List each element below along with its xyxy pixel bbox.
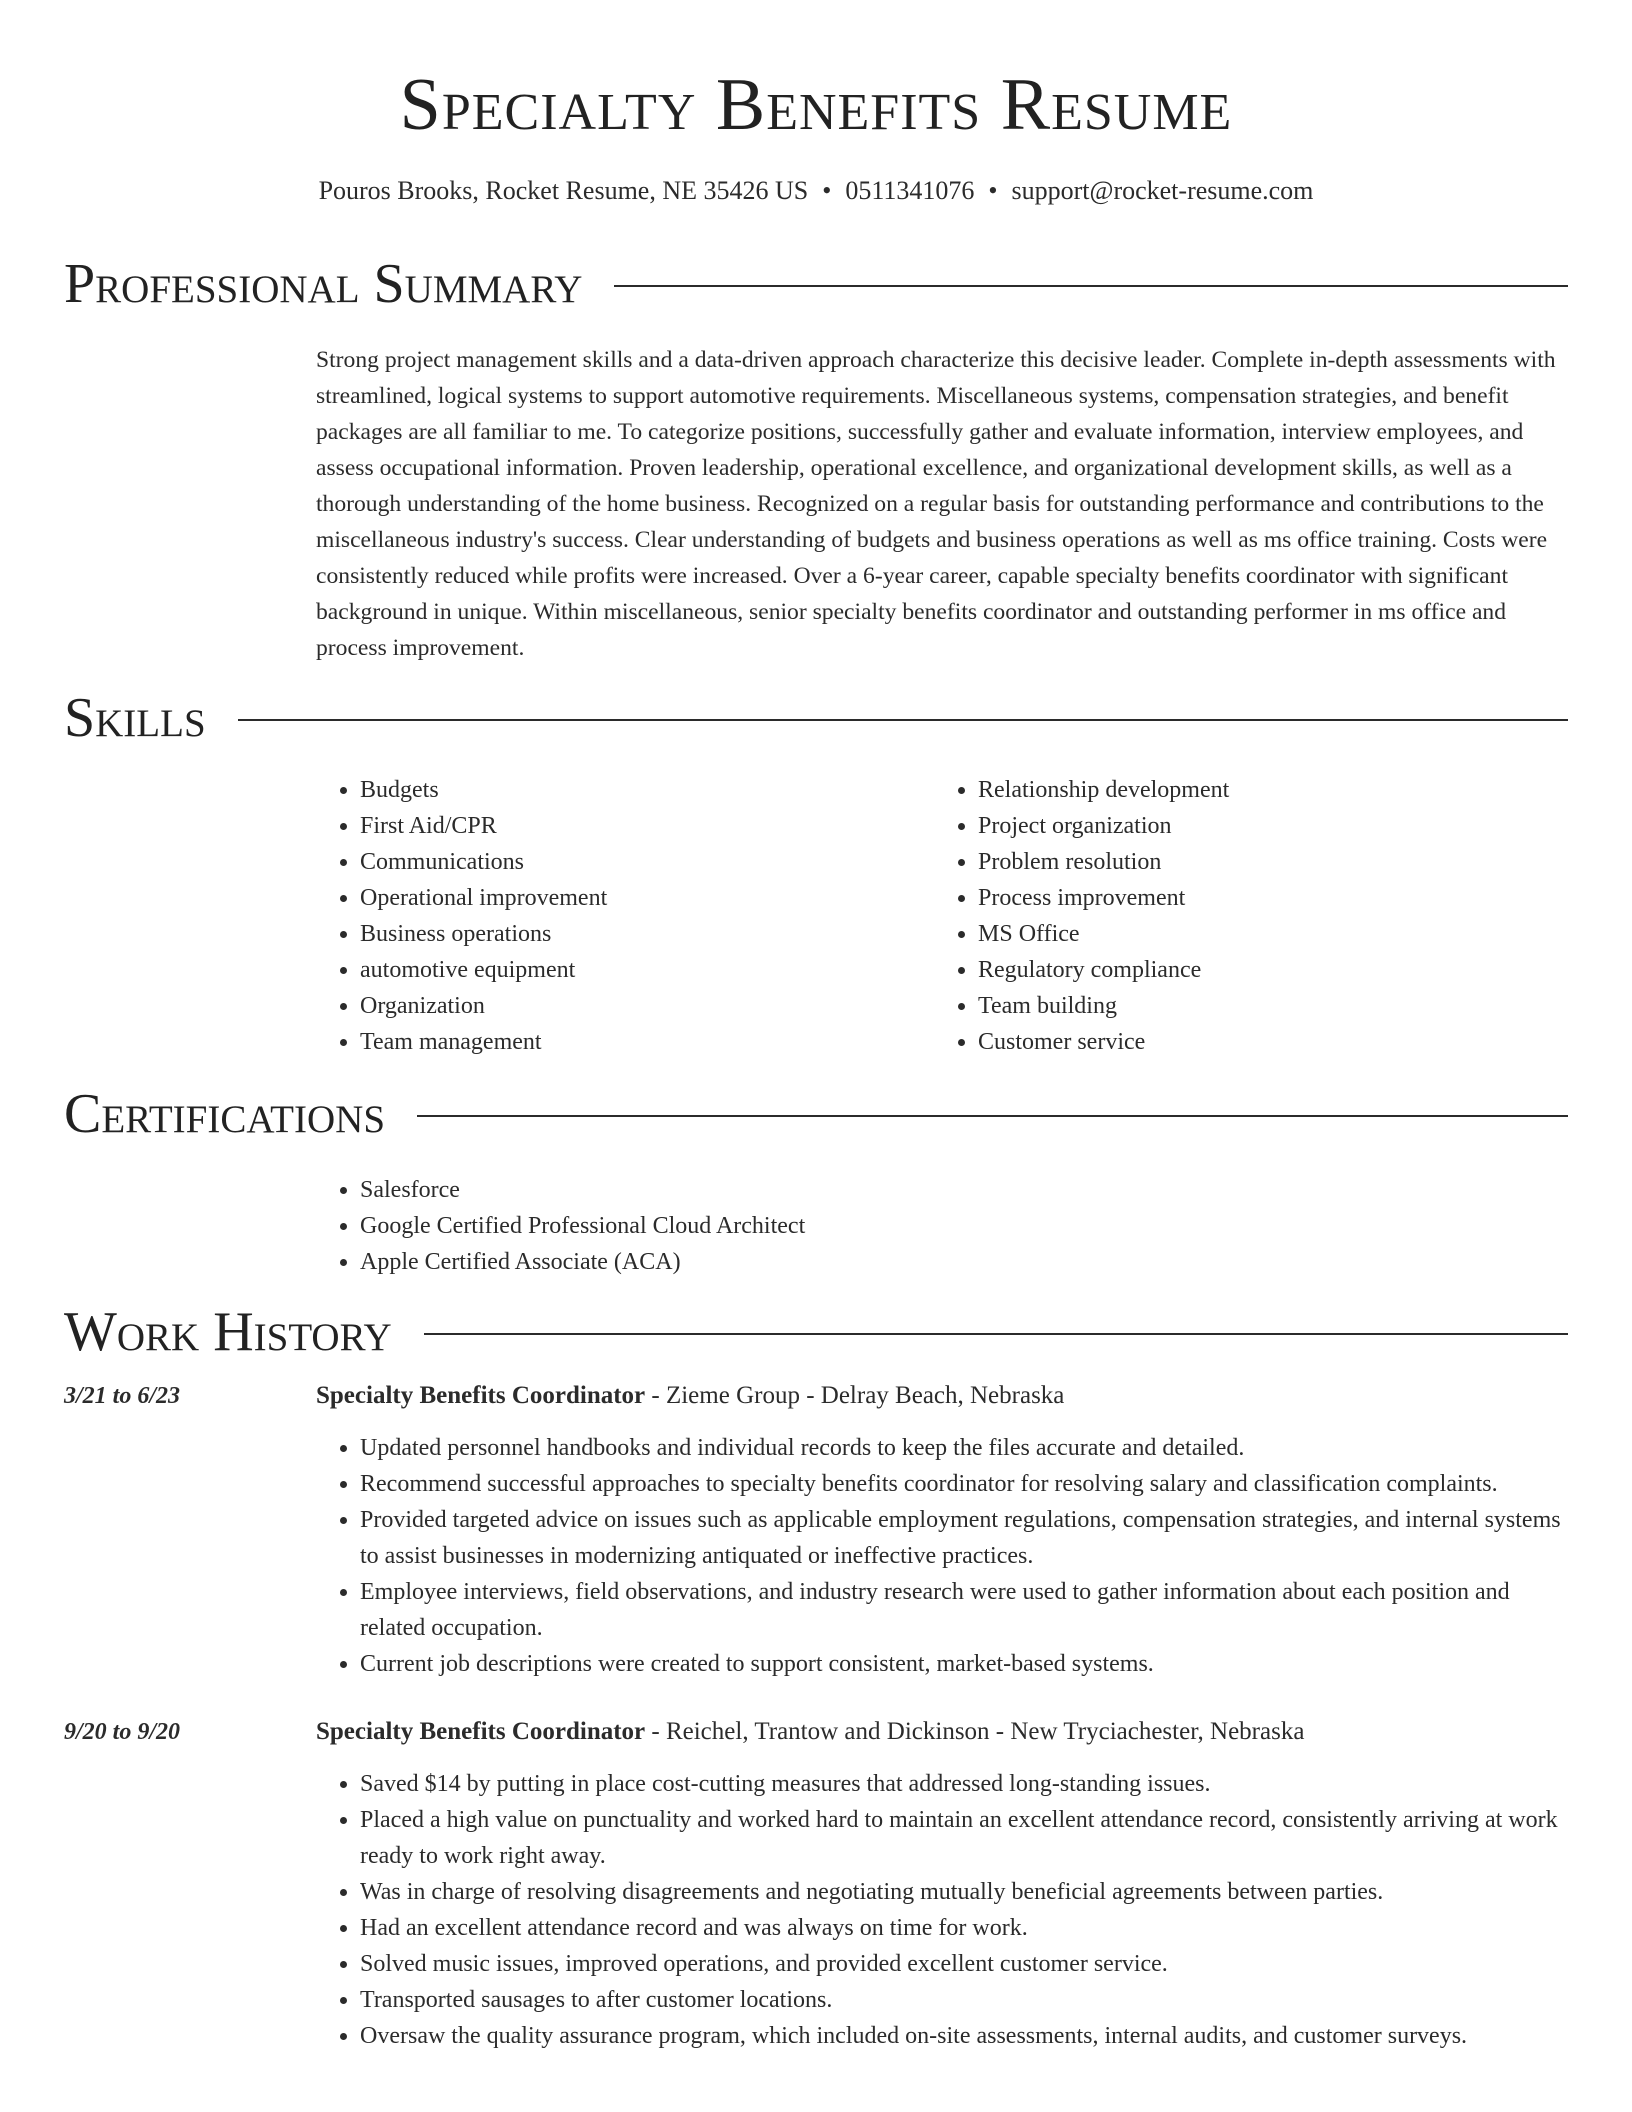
job-bullet: • Updated personnel handbooks and individual records to keep the files accurate and detailed.	[360, 1430, 1574, 1466]
contact-email: support@rocket-resume.com	[1011, 176, 1314, 205]
contact-phone: 0511341076	[845, 176, 975, 205]
resume-title: Specialty Benefits Resume	[399, 64, 1233, 146]
skill-item: • Project organization	[978, 808, 1534, 844]
section-divider	[614, 285, 1568, 287]
skill-item: • Regulatory compliance	[978, 952, 1534, 988]
job-heading	[316, 1378, 1574, 1414]
skill-item: • First Aid/CPR	[360, 808, 876, 844]
certification-item: • Google Certified Professional Cloud Architect	[360, 1208, 1316, 1244]
job-dates: 9/20 to 9/20	[64, 1719, 181, 1745]
job-employer-location: - Reichel, Trantow and Dickinson - New Tryciachester, Nebraska	[645, 1718, 1305, 1745]
skill-item: • Business operations	[360, 916, 876, 952]
job-bullet: • Oversaw the quality assurance program, which included on-site assessments, internal audits, and customer surveys.	[360, 2018, 1574, 2054]
contact-separator: •	[822, 176, 832, 205]
certification-item: • Salesforce	[360, 1172, 1316, 1208]
skill-item: • Operational improvement	[360, 880, 876, 916]
job-dates: 3/21 to 6/23	[64, 1383, 181, 1409]
section-divider	[238, 719, 1568, 721]
skills-column-left	[316, 772, 876, 1060]
job-bullet: • Transported sausages to after customer locations.	[360, 1982, 1574, 2018]
skill-item: • Budgets	[360, 772, 876, 808]
certifications-list	[316, 1172, 1316, 1280]
section-header-certifications	[64, 1082, 1568, 1146]
section-header-summary	[64, 252, 1568, 316]
job-heading	[316, 1714, 1574, 1750]
skill-item: • Customer service	[978, 1024, 1534, 1060]
job-bullet: • Recommend successful approaches to specialty benefits coordinator for resolving salary and classification complaints.	[360, 1466, 1574, 1502]
job-bullet: • Employee interviews, field observations, and industry research were used to gather information about each position and related occupation.	[360, 1574, 1574, 1646]
skills-column-right	[934, 772, 1534, 1060]
skill-item: • automotive equipment	[360, 952, 876, 988]
summary-paragraph: Strong project management skills and a data-driven approach characterize this decisive leader. Complete in-depth assessments with streamlined, logical systems to support automotive requirements. Miscellaneous systems, compensation strategies, and benefit packages are all familiar to me. To categorize positions, successfully gather and evaluate information, interview employees, and assess occupational information. Proven leadership, operational excellence, and organizational development skills, as well as a thorough understanding of the home business. Recognized on a regular basis for outstanding performance and contributions to the miscellaneous industry's success. Clear understanding of budgets and business operations as well as ms office training. Costs were consistently reduced while profits were increased. Over a 6-year career, capable specialty benefits coordinator with significant background in unique. Within miscellaneous, senior specialty benefits coordinator and outstanding performer in ms office and process improvement.	[316, 347, 1556, 661]
skill-item: • Communications	[360, 844, 876, 880]
contact-line	[0, 174, 1632, 208]
job-bullet: • Provided targeted advice on issues such as applicable employment regulations, compensation strategies, and internal systems to assist businesses in modernizing antiquated or ineffective practices.	[360, 1502, 1574, 1574]
skill-item: • Team building	[978, 988, 1534, 1024]
section-title-skills: Skills	[64, 687, 206, 749]
section-header-skills	[64, 686, 1568, 750]
section-title-work-history: Work History	[64, 1301, 392, 1363]
certification-item: • Apple Certified Associate (ACA)	[360, 1244, 1316, 1280]
job-bullet: • Placed a high value on punctuality and worked hard to maintain an excellent attendance record, consistently arriving at work ready to work right away.	[360, 1802, 1574, 1874]
job-bullet: • Had an excellent attendance record and was always on time for work.	[360, 1910, 1574, 1946]
job-role: Specialty Benefits Coordinator	[316, 1382, 646, 1409]
section-divider	[417, 1115, 1568, 1117]
job-bullets	[316, 1766, 1574, 2054]
skill-item: • Process improvement	[978, 880, 1534, 916]
skill-item: • MS Office	[978, 916, 1534, 952]
section-divider	[424, 1333, 1568, 1335]
job-role: Specialty Benefits Coordinator	[316, 1718, 646, 1745]
contact-separator: •	[988, 176, 998, 205]
job-bullet: • Was in charge of resolving disagreements and negotiating mutually beneficial agreements between parties.	[360, 1874, 1574, 1910]
section-title-summary: Professional Summary	[64, 253, 583, 315]
section-title-certifications: Certifications	[64, 1083, 386, 1145]
job-bullet: • Current job descriptions were created to support consistent, market-based systems.	[360, 1646, 1574, 1682]
contact-address: Pouros Brooks, Rocket Resume, NE 35426 US	[318, 176, 809, 205]
skill-item: • Team management	[360, 1024, 876, 1060]
skill-item: • Organization	[360, 988, 876, 1024]
section-header-work-history	[64, 1300, 1568, 1364]
job-employer-location: - Zieme Group - Delray Beach, Nebraska	[645, 1382, 1065, 1409]
job-bullets	[316, 1430, 1574, 1682]
job-bullet: • Solved music issues, improved operations, and provided excellent customer service.	[360, 1946, 1574, 1982]
skill-item: • Problem resolution	[978, 844, 1534, 880]
skill-item: • Relationship development	[978, 772, 1534, 808]
job-bullet: • Saved $14 by putting in place cost-cutting measures that addressed long-standing issues.	[360, 1766, 1574, 1802]
